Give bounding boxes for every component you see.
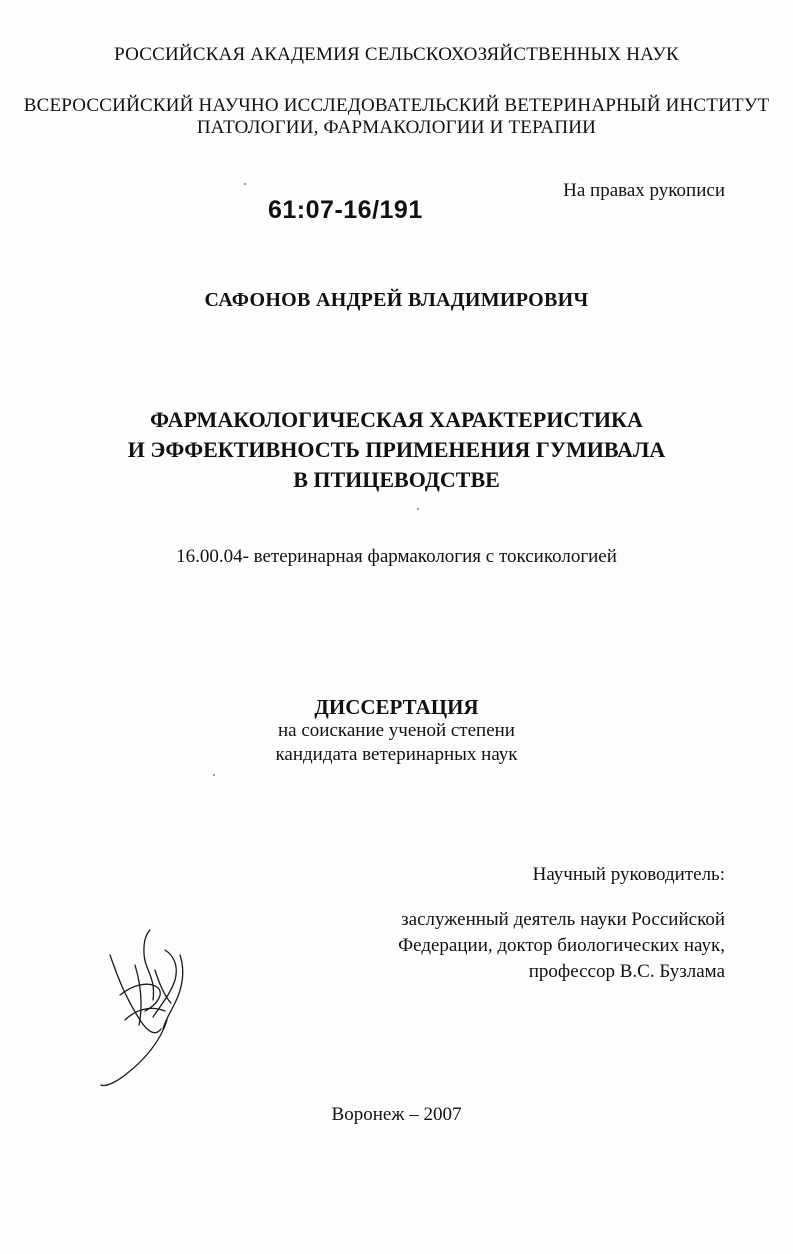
dissertation-degree-line1: на соискание ученой степени [278, 720, 515, 741]
scan-speck [417, 508, 419, 510]
city-year: Воронеж – 2007 [331, 1104, 462, 1125]
title-line-1: ФАРМАКОЛОГИЧЕСКАЯ ХАРАКТЕРИСТИКА [150, 407, 643, 432]
supervisor-line2: Федерации, доктор биологических наук, [398, 935, 725, 956]
title-line-3: В ПТИЦЕВОДСТВЕ [293, 467, 500, 492]
specialty-code: 16.00.04- ветеринарная фармакология с токсикологией [176, 546, 617, 567]
scan-speck [244, 183, 246, 185]
academy-name: РОССИЙСКАЯ АКАДЕМИЯ СЕЛЬСКОХОЗЯЙСТВЕННЫХ НАУК [114, 44, 679, 65]
manuscript-rights-label: На правах рукописи [563, 180, 725, 201]
scan-speck [213, 774, 215, 776]
institute-name-line1: ВСЕРОССИЙСКИЙ НАУЧНО ИССЛЕДОВАТЕЛЬСКИЙ ВЕТЕРИНАРНЫЙ ИНСТИТУТ [23, 95, 770, 116]
supervisor-line1: заслуженный деятель науки Российской [401, 909, 725, 930]
catalog-number: 61:07-16/191 [268, 196, 423, 224]
handwritten-signature [95, 925, 195, 1095]
title-line-2: И ЭФФЕКТИВНОСТЬ ПРИМЕНЕНИЯ ГУМИВАЛА [127, 437, 666, 462]
institute-name-line2: ПАТОЛОГИИ, ФАРМАКОЛОГИИ И ТЕРАПИИ [196, 117, 597, 138]
dissertation-degree-line2: кандидата ветеринарных наук [275, 744, 518, 765]
author-name: САФОНОВ АНДРЕЙ ВЛАДИМИРОВИЧ [204, 289, 589, 311]
supervisor-line3: профессор В.С. Бузлама [528, 961, 725, 982]
supervisor-heading: Научный руководитель: [532, 864, 725, 885]
dissertation-label: ДИССЕРТАЦИЯ [314, 695, 479, 719]
